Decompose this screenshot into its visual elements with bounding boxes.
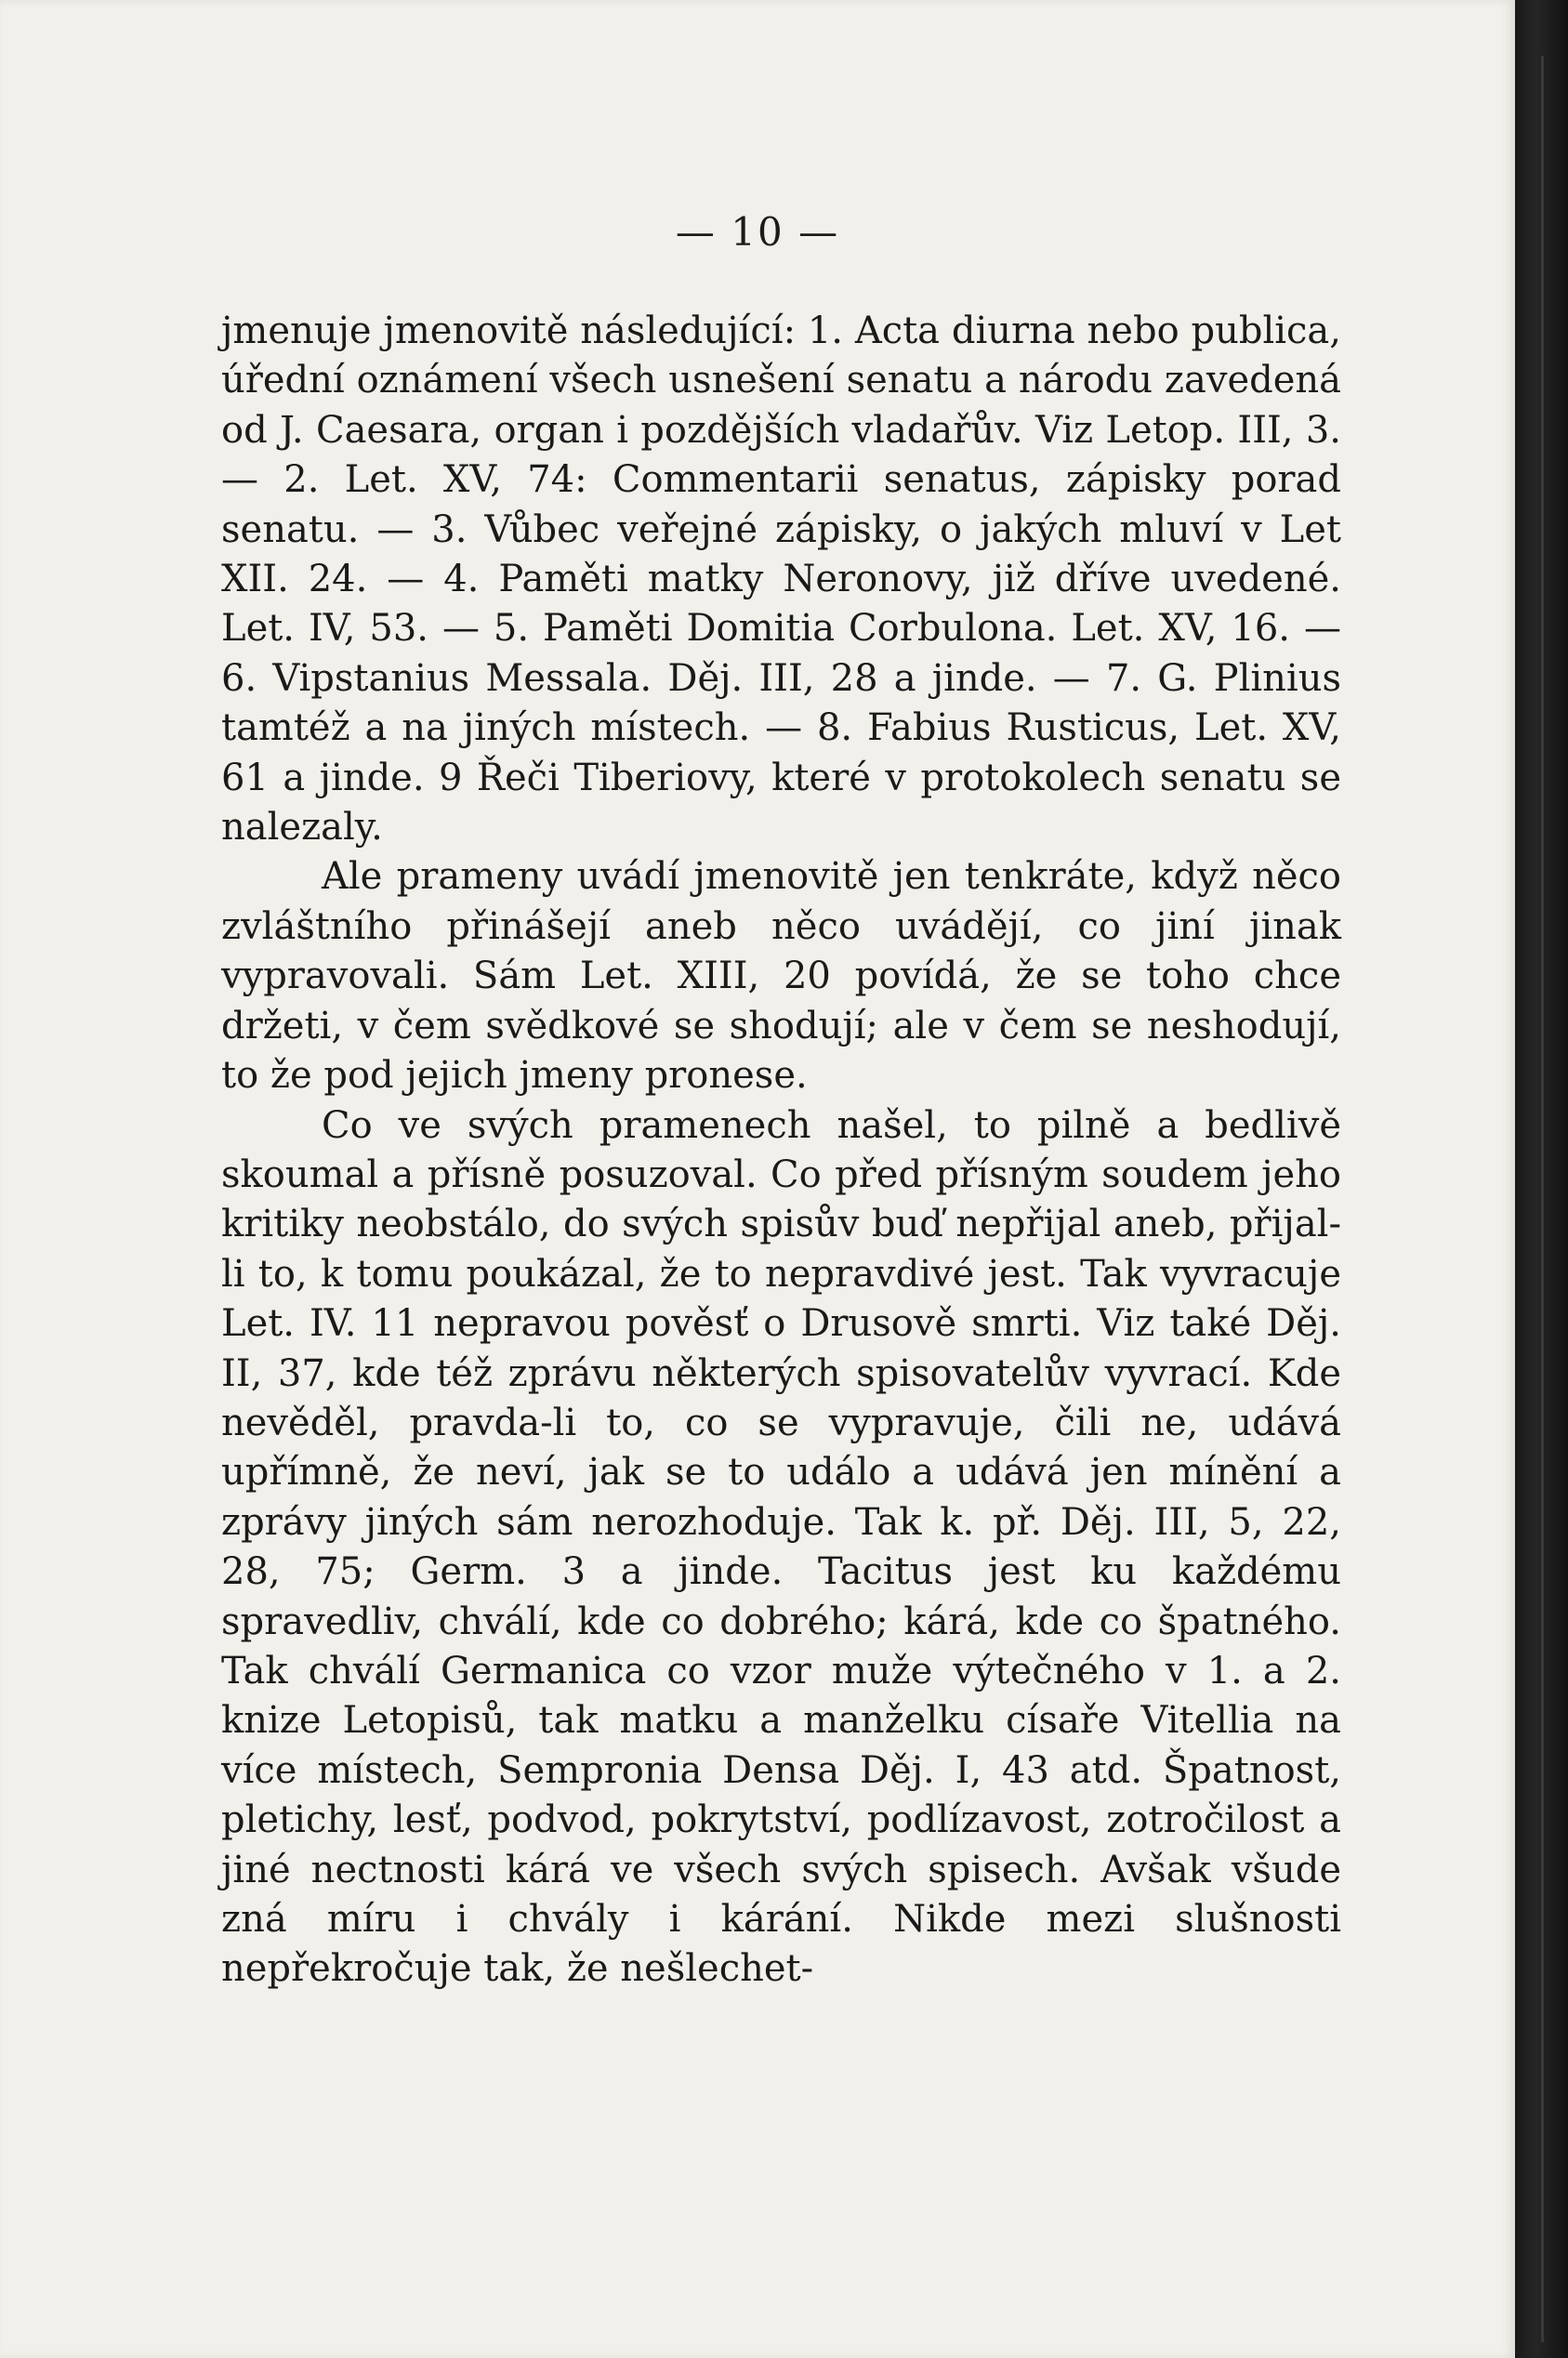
binding-line	[1541, 56, 1544, 2342]
body-text	[221, 307, 1341, 1995]
paragraph-1: jmenuje jmenovitě následující: 1. Acta diurna nebo publica, úřední oznámení všech usnešení senatu a národu zavedená od J. Caesara, organ i pozdějších vladařův. Viz Letop. III, 3. — 2. Let. XV, 74: Commentarii senatus, zápisky porad senatu. — 3. Vůbec veřejné zápisky, o jakých mluví v Let XII. 24. — 4. Paměti matky Neronovy, již dříve uvedené. Let. IV, 53. — 5. Paměti Domitia Corbulona. Let. XV, 16. — 6. Vipstanius Messala. Děj. III, 28 a jinde. — 7. G. Plinius tamtéž a na jiných místech. — 8. Fabius Rusticus, Let. XV, 61 a jinde. 9 Řeči Tiberiovy, které v protokolech senatu se nalezaly.	[221, 310, 1341, 850]
paragraph-3: Co ve svých pramenech našel, to pilně a bedlivě skoumal a přísně posuzoval. Co před přísným soudem jeho kritiky neobstálo, do svých spisův buď nepřijal aneb, přijal-li to, k tomu poukázal, že to nepravdivé jest. Tak vyvracuje Let. IV. 11 nepravou pověsť o Drusově smrti. Viz také Děj. II, 37, kde též zprávu některých spisovatelův vyvrací. Kde nevěděl, pravda-li to, co se vypravuje, čili ne, udává upřímně, že neví, jak se to událo a udává jen mínění a zprávy jiných sám nerozhoduje. Tak k. př. Děj. III, 5, 22, 28, 75; Germ. 3 a jinde. Tacitus jest ku každému spravedliv, chválí, kde co dobrého; kárá, kde co špatného. Tak chválí Germanica co vzor muže výtečného v 1. a 2. knize Letopisů, tak matku a manželku císaře Vitellia na více místech, Sempronia Densa Děj. I, 43 atd. Špatnost, pletichy, lesť, podvod, pokrytství, podlízavost, zotročilost a jiné nectnosti kárá ve všech svých spisech. Avšak všude zná míru i chvály i kárání. Nikde mezi slušnosti nepřekročuje tak, že nešlechet-	[221, 1103, 1341, 1991]
page-number: — 10 —	[675, 209, 840, 255]
paragraph-2: Ale prameny uvádí jmenovitě jen tenkráte, když něco zvláštního přinášejí aneb něco uvádějí, co jiní jinak vypravovali. Sám Let. XIII, 20 povídá, že se toho chce držeti, v čem svědkové se shodují; ale v čem se neshodují, to že pod jejich jmeny pronese.	[221, 855, 1341, 1098]
